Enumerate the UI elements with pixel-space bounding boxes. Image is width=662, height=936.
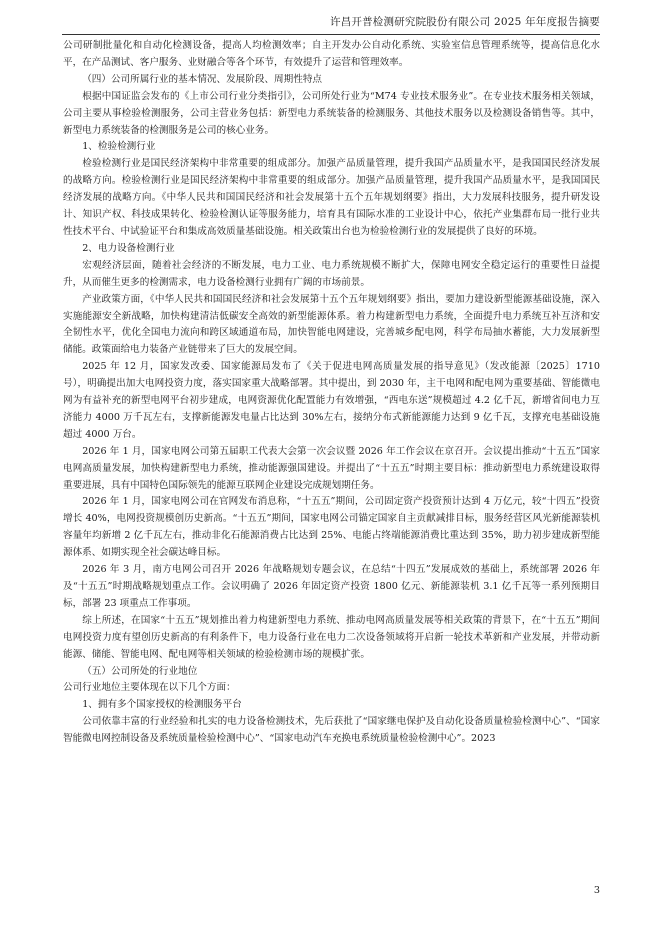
paragraph-ndrc-guidance: 2025 年 12 月，国家发改委、国家能源局发布了《关于促进电网高质量发展的指导意见》（发改能源〔2025〕1710 号），明确提出加大电网投资力度，落实国家重大战略部署。其中提出，到 2030 年，主干电网和配电网为重要基础、智能微电网为有益补充的新型电网平台初步建成，电网资源优化配置能力有效增强，“西电东送”规模超过 4.2 亿千瓦，新增省间电力互济能力 4000 万千瓦左右，支撑新能源发电量占比达到 30%左右，接纳分布式新能源能力达到 9 亿千瓦，支撑充电基础设施超过 4000 万台。: [63, 361, 600, 440]
paragraph-position-intro: 公司行业地位主要体现在以下几个方面：: [63, 682, 236, 694]
paragraph-summary: 综上所述，在国家“十五五”规划推出着力构建新型电力系统、推动电网高质量发展等相关政策的背景下，在“十五五”期间电网投资力度有望创历史新高的有利条件下，电力设备行业在电力二次设备领域将开启新一轮技术革新和产业发展，并带动新能源、储能、智能电网、配电网等相关领域的检验检测市场的规模扩张。: [63, 614, 600, 660]
paragraph-sgcc-workers-congress: 2026 年 1 月，国家电网公司第五届职工代表大会第一次会议暨 2026 年工作会议在京召开。会议提出推动“十五五”国家电网高质量发展，加快构建新型电力系统，推动能源强国建设。并提出了“十五五”时期主要目标：推动新型电力系统建设取得重要进展，具有中国特色国际领先的能源互联网企业建设完成规划期任务。: [63, 445, 600, 491]
paragraph-continuation: 公司研制批量化和自动化检测设备，提高人均检测效率；自主开发办公自动化系统、实验室信息管理系统等，提高信息化水平，在产品测试、客户服务、业财融合等各个环节，有效提升了运营和管理效率。: [63, 40, 600, 68]
subheading-inspection-industry: 1、检验检测行业: [82, 141, 156, 153]
paragraph-csg-strategy-meeting: 2026 年 3 月，南方电网公司召开 2026 年战略规划专题会议，在总结“十四五”发展成效的基础上，系统部署 2026 年及“十五五”时期战略规划重点工作。会议明确了 2026 年固定资产投资 1800 亿元、新能源装机 3.1 亿千瓦等一系列预期目标，部署 23 项重点工作事项。: [63, 564, 600, 609]
paragraph-industry-classification: 根据中国证监会发布的《上市公司行业分类指引》，公司所处行业为“M74 专业技术服务业”。在专业技术服务相关领域，公司主要从事检验检测服务，公司主营业务包括：新型电力系统装备的检测服务、其他技术服务以及检测设备销售等。其中，新型电力系统装备的检测服务是公司的核心业务。: [63, 90, 600, 136]
paragraph-macro-economy: 宏观经济层面，随着社会经济的不断发展，电力工业、电力系统规模不断扩大，保障电网安全稳定运行的重要性日益提升，从而催生更多的检测需求，电力设备检测行业拥有广阔的市场前景。: [63, 259, 600, 288]
paragraph-industrial-policy: 产业政策方面，《中华人民共和国国民经济和社会发展第十五个五年规划纲要》指出，要加力建设新型能源基础设施，深入实施能源安全新战略，加快构建清洁低碳安全高效的新型能源体系。着力构建新型电力系统，全面提升电力系统互补互济和安全韧性水平，优化全国电力流向和跨区域通道布局，加快智能电网建设，完善城乡配电网，科学布局抽水蓄能，大力发展新型储能。政策面给电力装备产业链带来了巨大的发展空间。: [63, 293, 600, 356]
report-title: 许昌开普检测研究院股份有限公司 2025 年年度报告摘要: [330, 16, 600, 28]
paragraph-inspection-industry: 检验检测行业是国民经济架构中非常重要的组成部分。加强产品质量管理，提升我国产品质量水平，是我国国民经济发展的战略方向。检验检测行业是国民经济架构中非常重要的组成部分。加强产品质量管理，提升我国产品质量水平，是我国国民经济发展的战略方向。《中华人民共和国国民经济和社会发展第十五个五年规划纲要》指出，大力发展科技服务，提升研发设计、知识产权、科技成果转化、检验检测认证等服务能力，培育具有国际水准的工业设计中心，依托产业集群布局一批行业共性技术平台、中试验证平台和集成高效质量基础设施。相关政策出台也为检验检测行业的发展提供了良好的环境。: [63, 158, 600, 237]
page-number: 3: [593, 885, 600, 896]
section-heading-industry-position: （五）公司所处的行业地位: [82, 665, 198, 677]
document-body: [63, 38, 600, 748]
paragraph-national-platforms: 公司依靠丰富的行业经验和扎实的电力设备检测技术，先后获批了“国家继电保护及自动化设备质量检验检测中心”、“国家智能微电网控制设备及系统质量检验检测中心”、“国家电动汽车充换电系统质量检验检测中心”。2023: [63, 716, 600, 745]
subheading-national-platforms: 1、拥有多个国家授权的检测服务平台: [82, 699, 242, 711]
subheading-power-equipment-testing: 2、电力设备检测行业: [82, 242, 175, 254]
section-heading-industry-overview: （四）公司所属行业的基本情况、发展阶段、周期性特点: [82, 73, 323, 85]
paragraph-sgcc-investment: 2026 年 1 月，国家电网公司在官网发布消息称，“十五五”期间，公司固定资产投资预计达到 4 万亿元，较“十四五”投资增长 40%，电网投资规模创历史新高。“十五五”期间，国家电网公司锚定国家自主贡献减排目标，服务经营区风光新能源装机容量年均新增 2 亿千瓦左右，推动非化石能源消费占比达到 25%、电能占终端能源消费比重达到 35%，助力初步建成新型能源体系、如期实现全社会碳达峰目标。: [63, 496, 600, 559]
page-header: [62, 12, 600, 35]
